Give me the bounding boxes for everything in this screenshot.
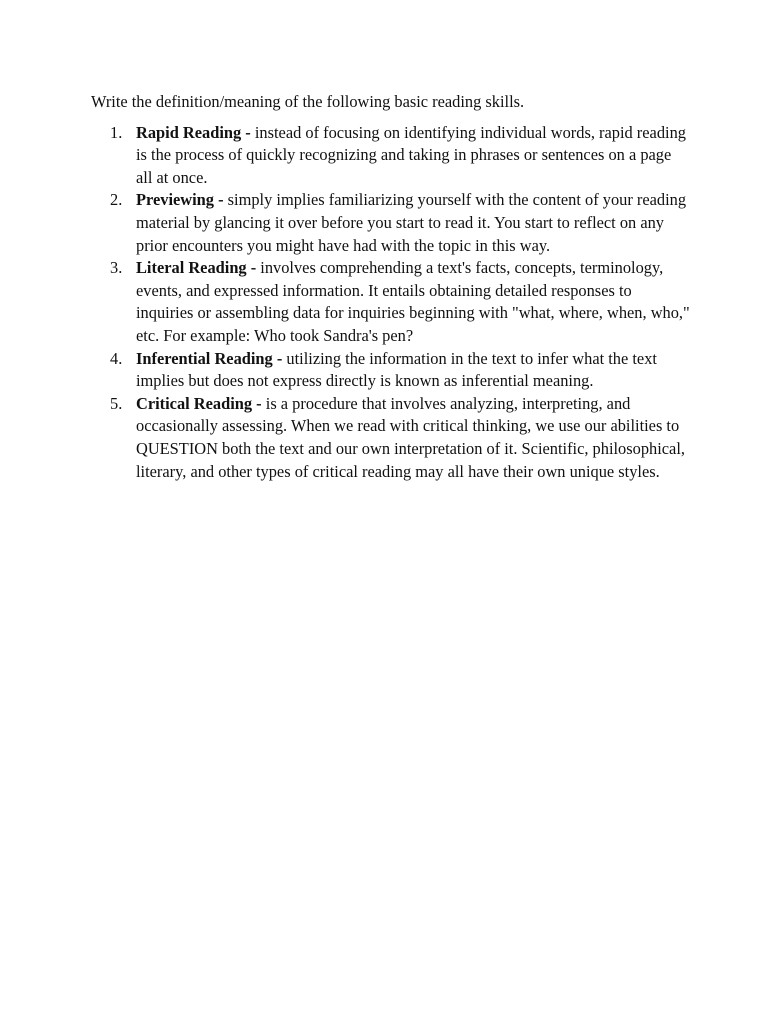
skill-number: 5.	[110, 393, 123, 413]
skill-term: Literal Reading -	[136, 258, 257, 278]
skill-item-literal-reading	[91, 257, 691, 347]
reading-skills-list	[91, 122, 691, 484]
skill-definition: is a procedure that involves analyzing, interpreting, and occasionally assessing. When we read with critical thinking, we use our abilities to QUESTION both the text and our own interpretation of it. Scientific, philosophical, literary, and other types of critical reading may all have their own unique styles.	[136, 393, 685, 481]
skill-term: Inferential Reading -	[136, 348, 283, 368]
skill-definition: instead of focusing on identifying individual words, rapid reading is the process of quickly recognizing and taking in phrases or sentences on a page all at once.	[136, 122, 686, 187]
skill-term: Rapid Reading -	[136, 122, 251, 142]
skill-term: Critical Reading -	[136, 393, 262, 413]
skill-definition: utilizing the information in the text to infer what the text implies but does not express directly is known as inferential meaning.	[136, 348, 657, 391]
skill-definition: simply implies familiarizing yourself with the content of your reading material by glancing it over before you start to read it. You start to reflect on any prior encounters you might have had with the topic in this way.	[136, 190, 687, 255]
skill-number: 3.	[110, 258, 123, 278]
skill-number: 2.	[110, 190, 123, 210]
document-content	[91, 91, 691, 483]
skill-item-inferential-reading	[91, 348, 691, 393]
skill-term: Previewing -	[136, 190, 224, 210]
skill-number: 4.	[110, 348, 123, 368]
skill-item-previewing	[91, 189, 691, 257]
skill-definition: involves comprehending a text's facts, concepts, terminology, events, and expressed information. It entails obtaining detailed responses to inquiries or assembling data for inquiries beginning with "what, where, when, who," etc. For example: Who took Sandra's pen?	[136, 258, 690, 345]
skill-item-rapid-reading	[91, 122, 691, 190]
skill-number: 1.	[110, 122, 123, 142]
skill-item-critical-reading	[91, 393, 691, 483]
instruction-text: Write the definition/meaning of the following basic reading skills.	[91, 92, 525, 111]
